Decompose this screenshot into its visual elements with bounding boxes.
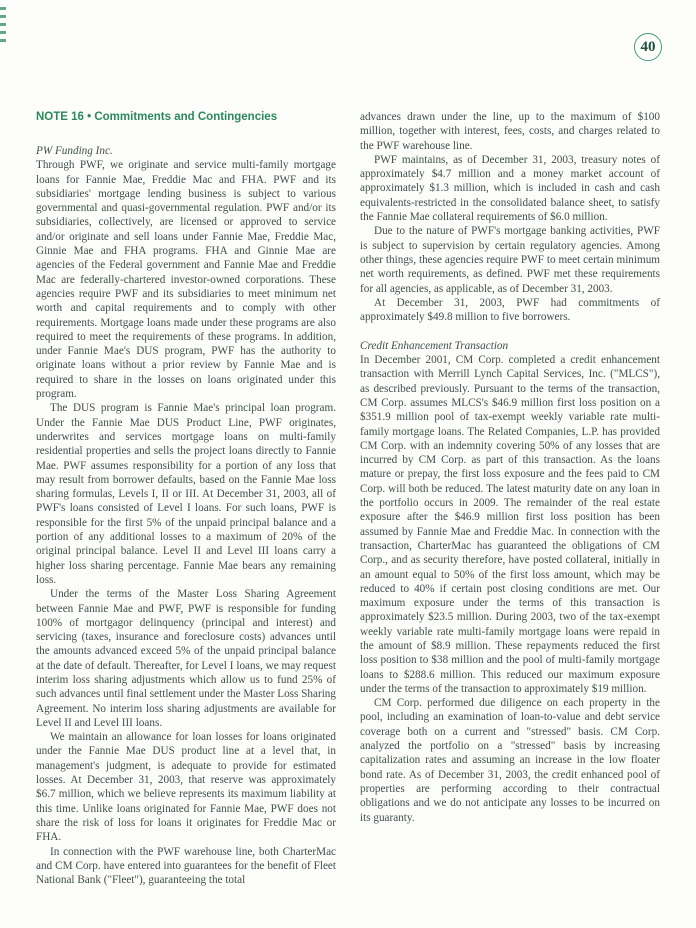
crop-mark — [0, 7, 6, 10]
page-number-badge — [634, 33, 662, 61]
crop-mark — [0, 15, 6, 18]
page-number: 40 — [640, 38, 656, 55]
paragraph: Due to the nature of PWF's mortgage banking activities, PWF is subject to supervision by certain regulatory agencies. Among other things, these agencies require PWF to meet certain minimum net worth requirements, as defined. PWF met these requirements for all agencies, as applicable, as of December 31, 2003. — [360, 225, 660, 295]
section-subheading-credit-enhancement: Credit Enhancement Transaction — [360, 339, 509, 352]
crop-mark — [0, 39, 6, 42]
paragraph: PWF maintains, as of December 31, 2003, treasury notes of approximately $4.7 million and a money market account of approximately $1.3 million, which is included in cash and cash equivalents-restricted in the consolidated balance sheet, to satisfy the Fannie Mae collateral requirements of $6.0 million. — [360, 153, 660, 224]
paragraph: In connection with the PWF warehouse line, both CharterMac and CM Corp. have entered into guarantees for the benefit of Fleet National Bank ("Fleet"), guaranteeing the total — [36, 845, 336, 887]
paragraph: Through PWF, we originate and service multi-family mortgage loans for Fannie Mae, Freddie Mac and FHA. PWF and its subsidiaries' mortgage lending business is subject to various governmental and quasi-governmental regulation. PWF and/or its subsidiaries, collectively, are licensed or approved to service and/or originate and sell loans under Fannie Mae, Freddie Mac, Ginnie Mae and FHA programs. FHA and Ginnie Mae are agencies of the Federal government and Fannie Mae and Freddie Mac are federally-chartered investor-owned corporations. These agencies require PWF and its subsidiaries to meet minimum net worth and capital requirements and to comply with other requirements. Mortgage loans made under these programs are also required to meet the requirements of these programs. In addition, under Fannie Mae's DUS program, PWF has the authority to originate loans without a prior review by Fannie Mae and is required to share in the losses on loans originated under this program. — [36, 159, 336, 401]
paragraph: In December 2001, CM Corp. completed a credit enhancement transaction with Merrill Lynch Capital Services, Inc. ("MLCS"), as described previously. Pursuant to the terms of the transaction, CM Corp. assumes MLCS's $46.9 million first loss position on a $351.9 million pool of tax-exempt weekly variable rate multi-family mortgage loans. The Related Companies, L.P. has provided CM Corp. with an indemnity covering 50% of any losses that are incurred by CM Corp. as part of this transaction. As the loans mature or prepay, the first loss exposure and the fees paid to CM Corp. will both be reduced. The latest maturity date on any loan in the portfolio occurs in 2009. The remainder of the real estate exposure after the $46.9 million first loss position has been assumed by Fannie Mae and Freddie Mac. In connection with the transaction, CharterMac has guaranteed the obligations of CM Corp., and as security therefore, have posted collateral, initially in an amount equal to 50% of the first loss amount, which may be reduced to 40% if certain post closing conditions are met. Our maximum exposure under the terms of this transaction is approximately $23.5 million. During 2003, two of the tax-exempt weekly variable rate multi-family mortgage loans were repaid in the amount of $8.9 million. These repayments reduced the first loss position to $38 million and the pool of multi-family mortgage loans to $288.6 million. This reduced our maximum exposure under the terms of the transaction to approximately $19 million. — [360, 354, 660, 695]
paragraph: Under the terms of the Master Loss Sharing Agreement between Fannie Mae and PWF, PWF is responsible for funding 100% of mortgagor delinquency (principal and interest) and servicing (taxes, insurance and foreclosure costs) advances until the amounts advanced exceed 5% of the unpaid principal balance at the date of default. Thereafter, for Level I loans, we may request interim loss sharing adjustments which allow us to fund 25% of such advances until final settlement under the Master Loss Sharing Agreement. No interim loss sharing adjustments are available for Level II and Level III loans. — [36, 588, 336, 729]
left-column — [36, 110, 336, 887]
paragraph: CM Corp. performed due diligence on each property in the pool, including an examination of loan-to-value and debt service coverage both on a current and "stressed" basis. CM Corp. analyzed the portfolio on a "stressed" basis by increasing capitalization rates and assuming an increase in the low floater bond rate. As of December 31, 2003, the credit enhanced pool of properties are performing according to their contractual obligations and we do not anticipate any losses to be incurred on its guaranty. — [360, 697, 660, 824]
crop-mark — [0, 31, 6, 34]
note-heading: NOTE 16 • Commitments and Contingencies — [36, 111, 278, 123]
paragraph: We maintain an allowance for loan losses for loans originated under the Fannie Mae DUS product line at a level that, in management's judgment, is adequate to provide for estimated losses. At December 31, 2003, that reserve was approximately $6.7 million, which we believe represents its maximum liability at this time. Unlike loans originated for Fannie Mae, PWF does not share the risk of loss for loans it originates for Freddie Mac or FHA. — [36, 731, 336, 844]
right-column — [360, 110, 660, 887]
crop-mark — [0, 23, 6, 26]
paragraph: At December 31, 2003, PWF had commitments of approximately $49.8 million to five borrowers. — [360, 296, 660, 324]
section-subheading-pw-funding: PW Funding Inc. — [36, 145, 113, 157]
paragraph: advances drawn under the line, up to the maximum of $100 million, together with interest, fees, costs, and charges related to the PWF warehouse line. — [360, 111, 660, 152]
paragraph: The DUS program is Fannie Mae's principal loan program. Under the Fannie Mae DUS Product Line, PWF originates, underwrites and services mortgage loans on multi-family residential properties and sells the project loans directly to Fannie Mae. PWF assumes responsibility for a portion of any loss that may result from borrower defaults, based on the Fannie Mae loss sharing formulas, Levels I, II or III. At December 31, 2003, all of PWF's loans consisted of Level I loans. For such loans, PWF is responsible for the first 5% of the unpaid principal balance and a portion of any additional losses to a maximum of 20% of the original principal balance. Level II and Level III loans carry a higher loss sharing percentage. Fannie Mae bears any remaining loss. — [36, 402, 336, 586]
two-column-layout — [36, 110, 661, 887]
